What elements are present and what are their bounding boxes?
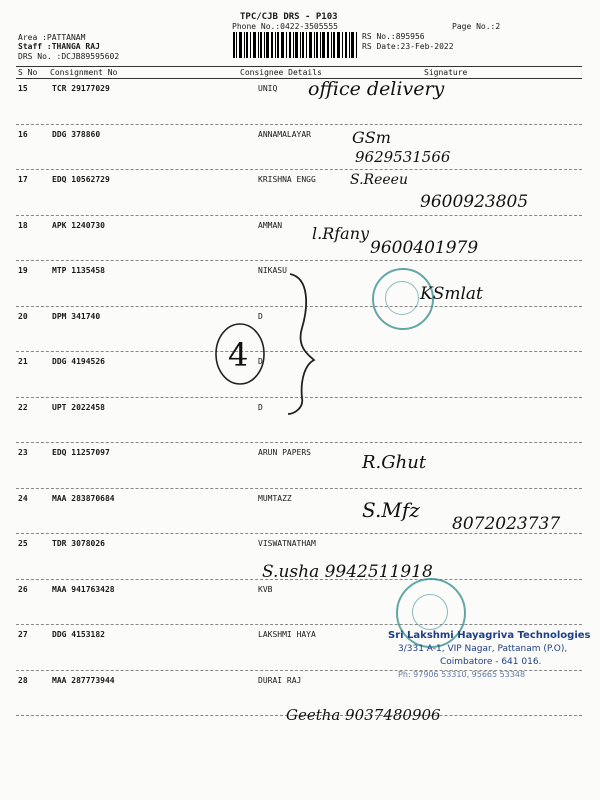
handwritten-signature-28: Geetha 9037480906 — [286, 706, 441, 724]
row-sno: 23 — [18, 448, 28, 457]
handwritten-office-delivery: office delivery — [308, 78, 445, 100]
row-consignee: D — [258, 402, 263, 412]
handwritten-count: 4 — [228, 336, 249, 374]
rs-date: RS Date:23-Feb-2022 — [362, 42, 454, 51]
row-consignee: MUMTAZZ — [258, 493, 292, 503]
phone-number: Phone No.:0422-3505555 — [232, 22, 338, 31]
row-consignment-number: TCR 29177029 — [52, 84, 110, 93]
page-number: Page No.:2 — [452, 22, 501, 31]
row-consignment-number: EDQ 10562729 — [52, 175, 110, 184]
company-stamp-address: 3/331 A-1, VIP Nagar, Pattanam (P.O), — [398, 644, 568, 654]
row-consignment-number: UPT 2022458 — [52, 402, 105, 412]
row-sno: 17 — [18, 175, 28, 184]
row-sno: 15 — [18, 84, 28, 93]
handwritten-signature-16: GSm — [352, 128, 391, 147]
column-header-consignee: Consignee Details — [240, 68, 322, 77]
column-header-bottom-rule — [16, 78, 582, 79]
row-separator — [16, 260, 582, 261]
handwritten-phone-16: 9629531566 — [355, 148, 451, 166]
row-sno: 24 — [18, 493, 28, 503]
document-title: TPC/CJB DRS - P103 — [240, 12, 338, 22]
company-stamp-city: Coimbatore - 641 016. — [440, 657, 542, 667]
row-separator — [16, 624, 582, 625]
row-separator — [16, 442, 582, 443]
barcode — [232, 32, 358, 58]
row-consignee: AMMAN — [258, 220, 283, 230]
company-stamp-phone: Ph: 97906 53310, 95665 53348 — [398, 670, 526, 679]
row-consignment-number: MAA 287773944 — [52, 675, 115, 685]
row-sno: 22 — [18, 402, 28, 412]
handwritten-phone-17: 9600923805 — [420, 192, 529, 212]
row-sno: 19 — [18, 266, 28, 275]
row-consignment-number: DDG 378860 — [52, 129, 101, 139]
row-consignee: D — [258, 311, 263, 321]
row-separator — [16, 124, 582, 125]
handwritten-signature-18: l.Rfany — [312, 224, 370, 243]
handwritten-phone-24: 8072023737 — [452, 514, 561, 534]
handwritten-signature-17: S.Reeeu — [350, 172, 408, 188]
row-consignment-number: MAA 283870684 — [52, 493, 115, 503]
row-sno: 27 — [18, 630, 28, 639]
row-consignment-number: TDR 3078026 — [52, 539, 105, 548]
row-sno: 25 — [18, 539, 28, 548]
row-separator — [16, 488, 582, 489]
row-consignment-number: DDG 4194526 — [52, 357, 105, 366]
circular-stamp-lower-inner — [412, 594, 448, 630]
row-consignment-number: MTP 1135458 — [52, 266, 105, 275]
row-consignee: D — [258, 357, 263, 366]
row-sno: 28 — [18, 675, 28, 685]
row-sno: 20 — [18, 311, 28, 321]
row-consignee: ARUN PAPERS — [258, 448, 311, 457]
row-consignment-number: MAA 941763428 — [52, 584, 115, 594]
row-consignee: DURAI RAJ — [258, 675, 302, 685]
row-consignee: ANNAMALAYAR — [258, 129, 311, 139]
row-consignee: LAKSHMI HAYA — [258, 630, 316, 639]
row-consignment-number: EDQ 11257097 — [52, 448, 110, 457]
handwritten-signature-25: S.usha 9942511918 — [262, 562, 433, 582]
column-header-signature: Signature — [424, 68, 468, 77]
row-consignee: VISWATNATHAM — [258, 539, 316, 548]
row-sno: 21 — [18, 357, 28, 366]
staff-label: Staff :THANGA RAJ — [18, 42, 100, 51]
row-separator — [16, 215, 582, 216]
row-consignee: NIKASU — [258, 266, 287, 275]
area-label: Area :PATTANAM — [18, 33, 86, 42]
row-sno: 16 — [18, 129, 28, 139]
row-consignment-number: APK 1240730 — [52, 220, 105, 230]
drs-number: DRS No. :DCJB89595602 — [18, 52, 120, 61]
rs-number: RS No.:895956 — [362, 32, 425, 41]
row-consignment-number: DPM 341740 — [52, 311, 101, 321]
handwritten-signature-24: S.Mfz — [362, 498, 420, 522]
row-sno: 18 — [18, 220, 28, 230]
circular-stamp-upper-inner — [385, 281, 419, 315]
row-separator — [16, 169, 582, 170]
row-consignee: UNIQ — [258, 84, 278, 93]
column-header-sno: S No — [18, 68, 38, 77]
column-header-top-rule — [16, 66, 582, 67]
row-consignee: KVB — [258, 584, 273, 594]
row-consignee: KRISHNA ENGG — [258, 175, 316, 184]
handwritten-phone-18: 9600401979 — [370, 238, 479, 258]
handwritten-signature-19: KSmlat — [420, 284, 483, 304]
column-header-consignment: Consignment No — [50, 68, 118, 77]
row-sno: 26 — [18, 584, 28, 594]
company-stamp-name: Sri Lakshmi Hayagriva Technologies — [388, 630, 591, 641]
handwritten-signature-23: R.Ghut — [362, 452, 427, 473]
group-bracket-mark — [210, 268, 320, 418]
row-consignment-number: DDG 4153182 — [52, 630, 105, 639]
